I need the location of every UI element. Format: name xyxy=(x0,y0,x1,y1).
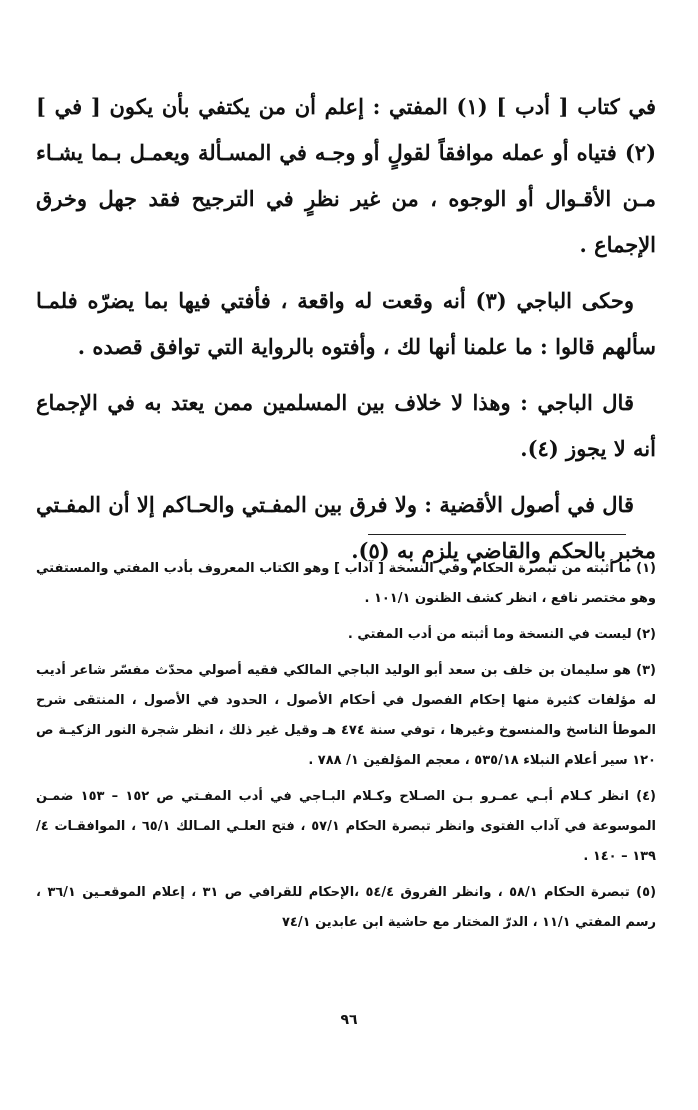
footnote-4: (٤) انظر كـلام أبـي عمـرو بـن الصـلاح وكـلام البـاجي في أدب المفـتي ص ١٥٢ – ١٥٣ ضمـن الموسوعة في آداب الفتوى وانظر تبصرة الحكام ٥٧/١ ، فتح العلـي المـالك ٦٥/١ ، الموافقـات ٤/ ١٣٩ – ١٤٠ . xyxy=(36,789,656,864)
footnote-5: (٥) تبصرة الحكام ٥٨/١ ، وانظر الفروق ٥٤/٤ ،الإحكام للقرافي ص ٣١ ، إعلام الموقعـين ٣٦/١ ، رسم المفتي ١١/١ ، الدرّ المختار مع حاشية ابن عابدين ٧٤/١ xyxy=(36,885,657,930)
main-paragraph-3: قال الباجي : وهذا لا خلاف بين المسلمين ممن يعتد به في الإجماع أنه لا يجوز (٤). xyxy=(36,390,656,461)
footnote-divider xyxy=(368,534,626,535)
page-number: ٩٦ xyxy=(340,1012,358,1028)
main-paragraph-2: وحكى الباجي (٣) أنه وقعت له واقعة ، فأفتي فيها بما يضرّه فلمـا سألهم قالوا : ما علمنا أنها لك ، وأفتوه بالرواية التي توافق قصده . xyxy=(36,288,656,359)
footnote-1: (١) ما أثبته من تبصرة الحكام وفي النسخة [ آداب ] وهو الكتاب المعروف بأدب المفتي والمستفتي وهو مختصر نافع ، انظر كشف الظنون ١٠١/١ . xyxy=(36,561,656,606)
footnote-2: (٢) ليست في النسخة وما أثبته من أدب المفتي . xyxy=(347,627,656,642)
footnotes xyxy=(36,554,656,944)
main-paragraph-1: في كتاب [ أدب ] (١) المفتي : إعلم أن من يكتفي بأن يكون [ في ] (٢) فتياه أو عمله موافقاً لقولٍ أو وجـه في المسـألة ويعمـل بـما يشـاء مـن الأقـوال أو الوجوه ، من غير نظرٍ في الترجيح فقد جهل وخرق الإجماع . xyxy=(36,94,656,257)
main-text xyxy=(36,84,656,584)
main-paragraph-4: قال في أصول الأقضية : ولا فرق بين المفـتي والحـاكم إلا أن المفـتي مخبر بالحكم والقاضي يلزم به (٥). xyxy=(36,492,656,563)
footnote-3: (٣) هو سليمان بن خلف بن سعد أبو الوليد الباجي المالكي فقيه أصولي محدّث مفسّر شاعر أديب له مؤلفات كثيرة منها إحكام الفصول في أحكام الأصول ، الحدود في الأصول ، المنتقى شرح الموطأ الناسخ والمنسوخ وغيرها ، توفي سنة ٤٧٤ هـ وقيل غير ذلك ، انظر شجرة النور الزكيـة ص ١٢٠ سير أعلام النبلاء ٥٣٥/١٨ ، معجم المؤلفين ١/ ٧٨٨ . xyxy=(36,663,656,768)
